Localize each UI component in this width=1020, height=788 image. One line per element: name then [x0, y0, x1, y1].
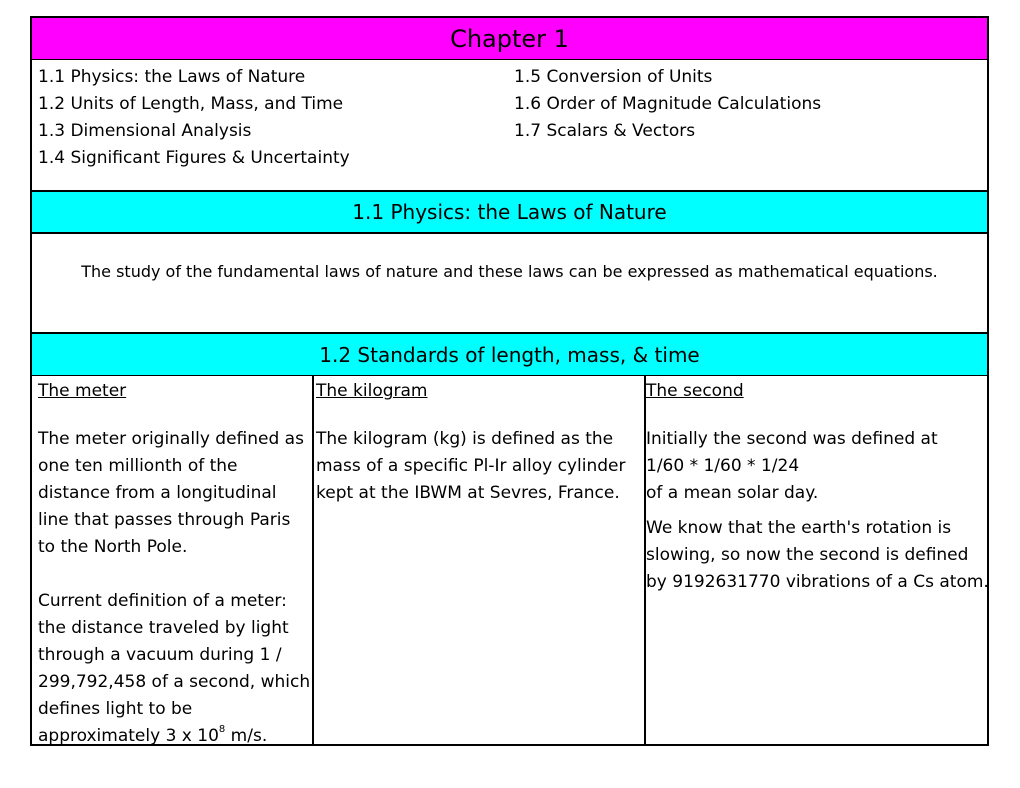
toc-item: 1.2 Units of Length, Mass, and Time	[38, 94, 344, 114]
toc-right-column	[514, 64, 821, 145]
meter-column	[32, 376, 314, 746]
toc-item: 1.6 Order of Magnitude Calculations	[514, 94, 822, 114]
section-1-1-title: 1.1 Physics: the Laws of Nature	[352, 200, 667, 224]
chapter-summary-table	[30, 16, 989, 746]
toc-item: 1.1 Physics: the Laws of Nature	[38, 67, 306, 87]
meter-title: The meter	[38, 381, 127, 401]
toc-item: 1.3 Dimensional Analysis	[38, 121, 252, 141]
meter-current-text: Current definition of a meter: the distance traveled by light through a vacuum during 1 / 299,792,458 of a second, which defines light to be approximately 3 x 10	[38, 591, 311, 746]
second-initial-line-2: 1/60 * 1/60 * 1/24	[646, 456, 800, 476]
chapter-title: Chapter 1	[450, 24, 569, 53]
section-1-1-heading	[32, 192, 987, 234]
table-of-contents	[32, 60, 987, 192]
chapter-title-bar	[32, 18, 987, 60]
toc-item: 1.4 Significant Figures & Uncertainty	[38, 148, 350, 168]
section-1-1-text: The study of the fundamental laws of nature and these laws can be expressed as mathematical equations.	[81, 262, 938, 281]
second-title: The second	[646, 381, 744, 401]
section-1-1-body	[32, 234, 987, 334]
second-column	[646, 376, 989, 746]
toc-item: 1.5 Conversion of Units	[514, 67, 713, 87]
second-initial-line-1: Initially the second was defined at	[646, 429, 938, 449]
section-1-2-title: 1.2 Standards of length, mass, & time	[319, 342, 700, 367]
meter-original-definition: The meter originally defined as one ten millionth of the distance from a longitudinal line that passes through Paris to the North Pole.	[38, 429, 304, 557]
meter-current-definition	[38, 588, 312, 750]
meter-unit-text: m/s.	[225, 726, 268, 746]
kilogram-definition: The kilogram (kg) is defined as the mass of a specific Pl-Ir alloy cylinder kept at the IBWM at Sevres, France.	[316, 429, 626, 503]
toc-left-column	[38, 64, 350, 172]
kilogram-column	[314, 376, 646, 746]
section-1-2-columns	[32, 376, 987, 746]
second-initial-line-3: of a mean solar day.	[646, 483, 819, 503]
section-1-2-heading	[32, 334, 987, 376]
exponent: 8	[218, 724, 226, 735]
kilogram-title: The kilogram	[316, 381, 428, 401]
second-current-definition: We know that the earth's rotation is slowing, so now the second is defined by 9192631770 vibrations of a Cs atom.	[646, 518, 989, 592]
toc-item: 1.7 Scalars & Vectors	[514, 121, 696, 141]
